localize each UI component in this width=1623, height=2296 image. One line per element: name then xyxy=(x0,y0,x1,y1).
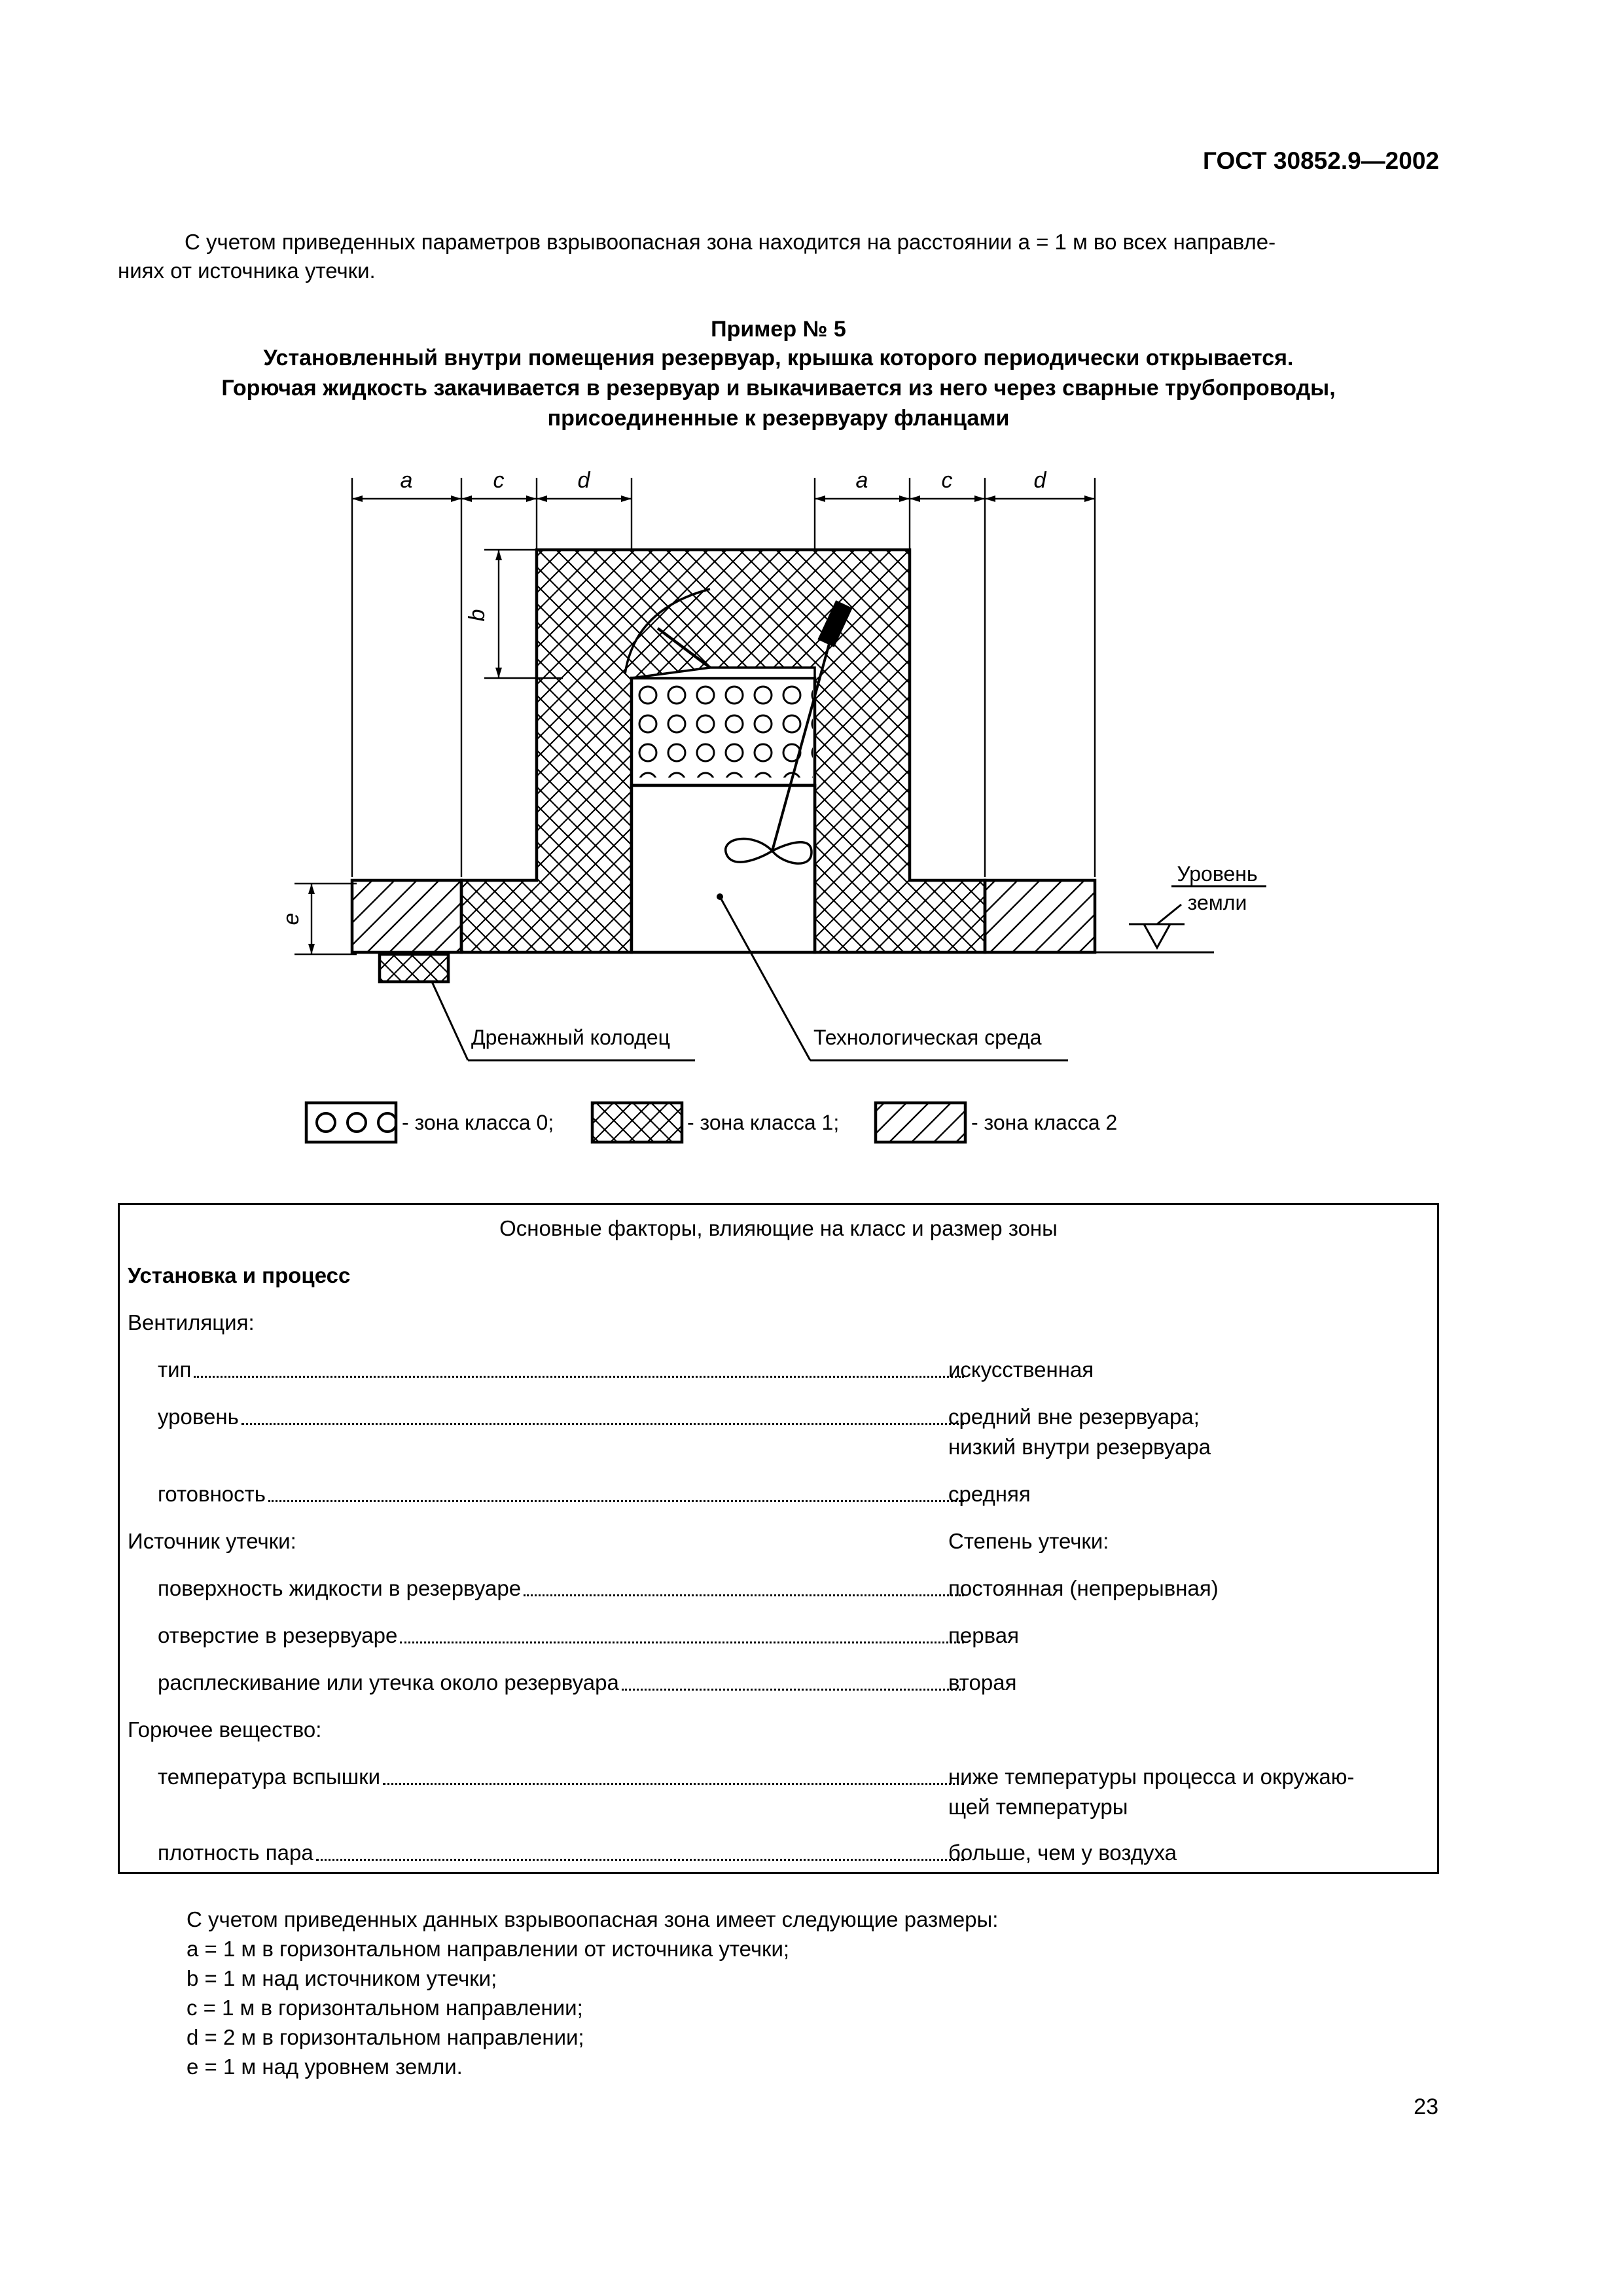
dim-d-right: d xyxy=(1033,468,1046,493)
example-title-2: Горючая жидкость закачивается в резервуар и выкачивается из него через сварные трубопроводы, xyxy=(221,376,1336,401)
source-splash-row: расплескивание или утечка около резервуара xyxy=(158,1668,967,1697)
dim-d-left: d xyxy=(577,468,590,493)
page-number: 23 xyxy=(1414,2094,1438,2119)
flash-point-value-2: щей температуры xyxy=(948,1795,1128,1819)
ventilation-heading: Вентиляция: xyxy=(128,1310,255,1335)
vapour-density-row: плотность пара xyxy=(158,1839,967,1867)
sizes-intro: С учетом приведенных данных взрывоопасная зона имеет следующие размеры: xyxy=(187,1907,999,1931)
source-splash-value: вторая xyxy=(948,1670,1017,1695)
dim-b: b xyxy=(465,609,490,622)
zone-class-2-left xyxy=(352,880,461,952)
medium-label: Технологическая среда xyxy=(813,1026,1042,1049)
vapour-density-value: больше, чем у воздуха xyxy=(948,1840,1177,1865)
ventilation-level-value-1: средний вне резервуара; xyxy=(948,1405,1200,1429)
source-surface-row: поверхность жидкости в резервуаре xyxy=(158,1574,967,1603)
zone-class-2-right xyxy=(985,880,1095,952)
legend-zone-2: - зона класса 2 xyxy=(971,1111,1118,1134)
ventilation-level-value-2: низкий внутри резервуара xyxy=(948,1435,1211,1459)
source-heading: Источник утечки: xyxy=(128,1529,296,1553)
drainage-well xyxy=(380,954,448,982)
standard-number: ГОСТ 30852.9—2002 xyxy=(1202,147,1439,174)
dim-c-left: c xyxy=(493,468,505,493)
tank-lower-space xyxy=(632,785,815,952)
example-title-3: присоединенные к резервуару фланцами xyxy=(547,406,1010,431)
source-opening-row: отверстие в резервуаре xyxy=(158,1621,967,1650)
dim-e: e xyxy=(279,912,304,925)
ground-label-1: Уровень xyxy=(1177,862,1258,886)
size-b: b = 1 м над источником утечки; xyxy=(187,1966,497,1990)
substance-heading: Горючее вещество: xyxy=(128,1717,322,1742)
factors-table xyxy=(118,1203,1439,1874)
ventilation-type-row: тип xyxy=(158,1355,967,1384)
zone-legend xyxy=(306,1103,1117,1142)
size-d: d = 2 м в горизонтальном направлении; xyxy=(187,2025,584,2049)
example-number: Пример № 5 xyxy=(711,317,846,342)
size-e: e = 1 м над уровнем земли. xyxy=(187,2054,463,2079)
factors-section: Установка и процесс xyxy=(128,1263,351,1287)
ground-label-2: земли xyxy=(1187,891,1247,914)
flash-point-value-1: ниже температуры процесса и окружаю- xyxy=(948,1765,1355,1789)
ventilation-type-value: искусственная xyxy=(948,1357,1094,1382)
factors-title: Основные факторы, влияющие на класс и размер зоны xyxy=(499,1216,1058,1240)
size-a: a = 1 м в горизонтальном направлении от источника утечки; xyxy=(187,1937,790,1961)
source-opening-value: первая xyxy=(948,1623,1019,1647)
legend-zone-1: - зона класса 1; xyxy=(687,1111,840,1134)
dim-c-right: c xyxy=(941,468,953,493)
grade-heading: Степень утечки: xyxy=(948,1529,1109,1553)
legend-zone-0: - зона класса 0; xyxy=(402,1111,554,1134)
zone-sizes xyxy=(187,1905,998,2081)
dim-a-right: a xyxy=(855,468,868,493)
dim-a-left: a xyxy=(400,468,413,493)
zone-class-0-area xyxy=(633,681,813,778)
ground-level-icon xyxy=(1144,924,1170,948)
ventilation-level-row: уровень xyxy=(158,1403,967,1431)
flash-point-row: температура вспышки xyxy=(158,1763,967,1791)
example-title-1: Установленный внутри помещения резервуар, крышка которого периодически открывается. xyxy=(263,346,1294,370)
zone-diagram xyxy=(0,452,1623,1172)
drain-label: Дренажный колодец xyxy=(471,1026,670,1049)
intro-paragraph: С учетом приведенных параметров взрывоопасная зона находится на расстоянии a = 1 м во всех направле- ниях от источника утечки. xyxy=(118,230,1276,283)
size-c: c = 1 м в горизонтальном направлении; xyxy=(187,1996,583,2020)
source-surface-value: постоянная (непрерывная) xyxy=(948,1576,1219,1600)
ventilation-availability-row: готовность xyxy=(158,1480,967,1509)
ventilation-availability-value: средняя xyxy=(948,1482,1031,1506)
